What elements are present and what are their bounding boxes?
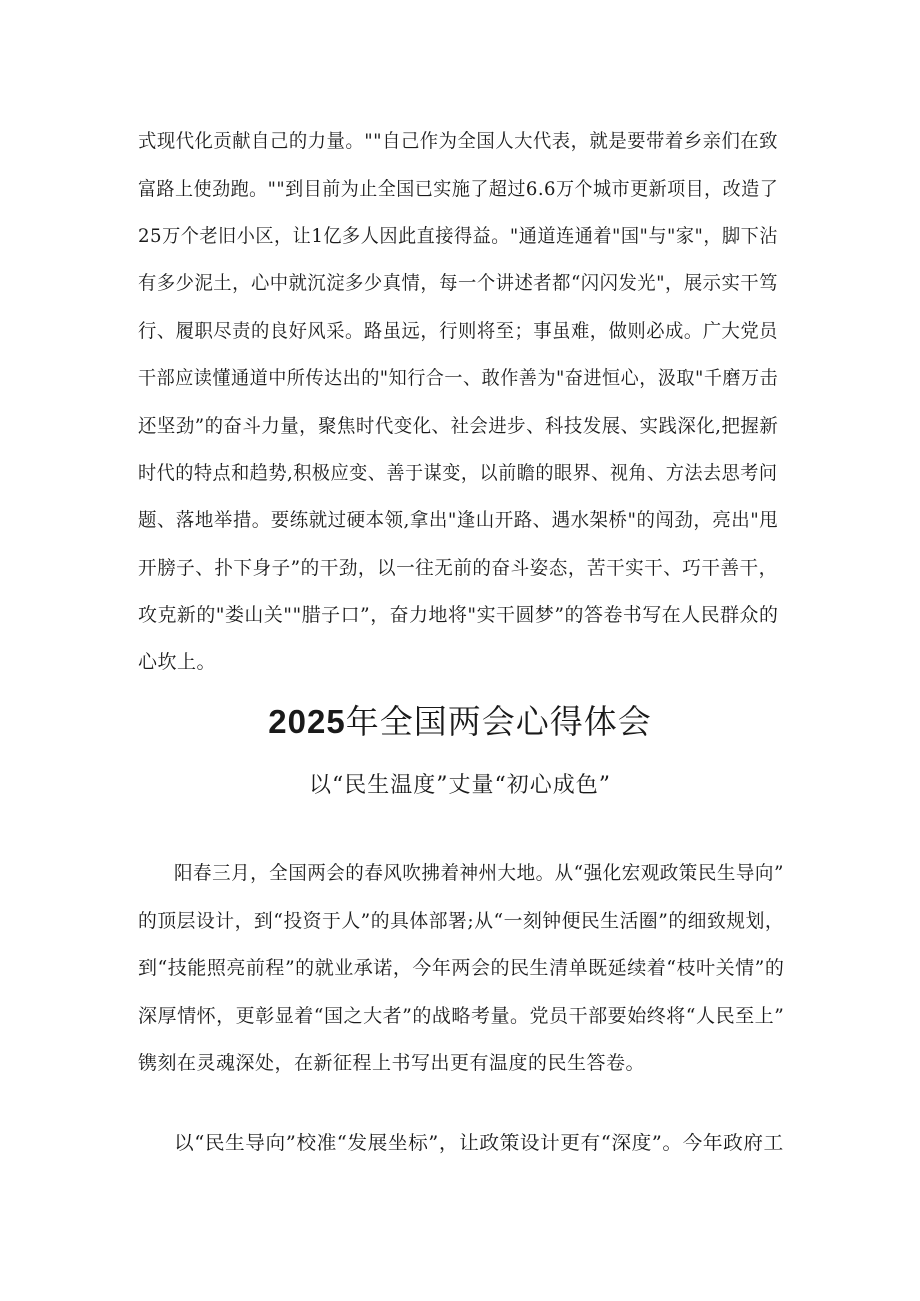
title-text: 年全国两会心得体会 (345, 702, 652, 741)
text-line: 到“技能照亮前程”的就业承诺，今年两会的民生清单既延续着“枝叶关情”的 (138, 957, 785, 979)
text-line: 题、落地举措。要练就过硬本领,拿出"逢山开路、遇水架桥"的闯劲，亮出"甩 (138, 509, 779, 531)
text-line: 式现代化贡献自己的力量。""自己作为全国人大代表，就是要带着乡亲们在致 (138, 130, 779, 152)
text-line: 攻克新的"娄山关""腊子口”，奋力地将"实干圆梦”的答卷书写在人民群众的 (138, 604, 779, 626)
text-line: 深厚情怀，更彰显着“国之大者”的战略考量。党员干部要始终将“人民至上” (138, 1005, 785, 1027)
title-year: 2025 (268, 703, 346, 740)
text-line: 25万个老旧小区，让1亿多人因此直接得益。"通道连通着"国"与"家"，脚下沾 (138, 225, 779, 247)
text-line: 有多少泥土，心中就沉淀多少真情，每一个讲述者都“闪闪发光"，展示实干笃 (138, 272, 778, 294)
text-line: 以“民生导向”校准“发展坐标”，让政策设计更有“深度”。今年政府工 (174, 1132, 784, 1154)
text-line: 阳春三月，全国两会的春风吹拂着神州大地。从“强化宏观政策民生导向” (174, 862, 784, 884)
text-line: 镌刻在灵魂深处，在新征程上书写出更有温度的民生答卷。 (138, 1052, 646, 1074)
text-line: 干部应读懂通道中所传达出的"知行合一、敢作善为"奋进恒心，汲取"千磨万击 (138, 367, 779, 389)
text-line: 的顶层设计，到“投资于人”的具体部署;从“一刻钟便民生活圈”的细致规划， (138, 910, 785, 932)
text-line: 心坎上。 (138, 651, 217, 673)
text-line: 行、履职尽责的良好风采。路虽远，行则将至；事虽难，做则必成。广大党员 (138, 320, 779, 342)
text-line: 还坚劲”的奋斗力量，聚焦时代变化、社会进步、科技发展、实践深化,把握新 (138, 415, 779, 437)
document-subtitle: 以“民生温度”丈量“初心成色” (309, 773, 611, 798)
text-line: 开膀子、扑下身子”的干劲，以一往无前的奋斗姿态，苦干实干、巧干善干， (138, 557, 778, 579)
text-line: 富路上使劲跑。""到目前为止全国已实施了超过6.6万个城市更新项目，改造了 (138, 178, 779, 200)
document-title (0, 700, 920, 744)
text-line: 时代的特点和趋势,积极应变、善于谋变，以前瞻的眼界、视角、方法去思考问 (138, 462, 778, 484)
